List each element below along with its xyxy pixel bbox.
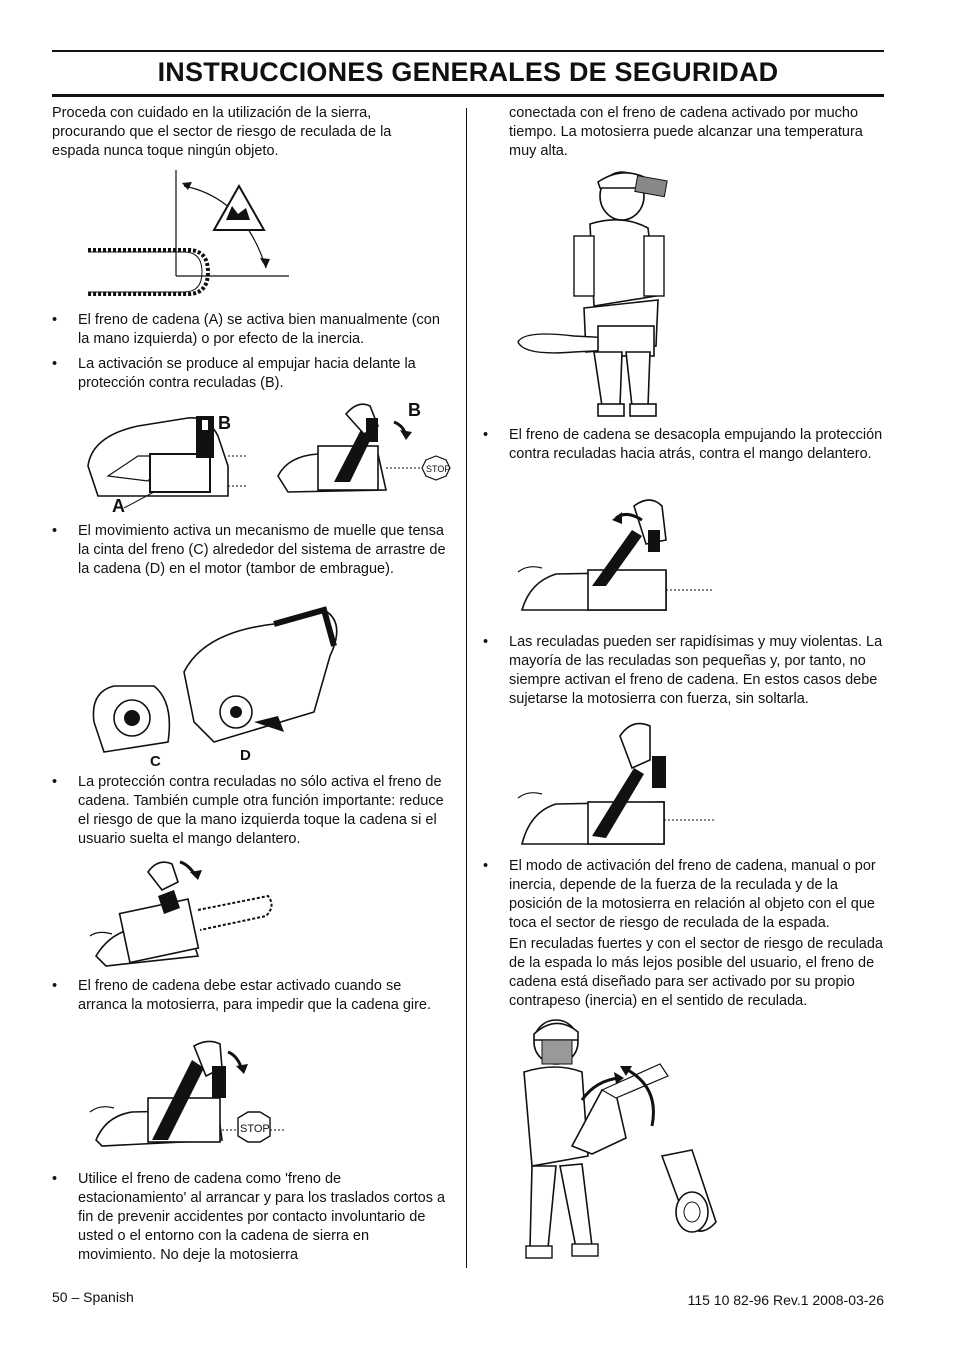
- firm-grip-figure: [516, 716, 716, 852]
- kickback-zone-figure: [84, 168, 294, 304]
- saw-body-right: [278, 404, 450, 492]
- kickback-inertia-figure: [512, 1016, 722, 1266]
- column-divider: [466, 108, 467, 1268]
- label-b-left: B: [218, 413, 231, 433]
- operator-standing-figure: [514, 166, 674, 422]
- start-brake-figure: [88, 1036, 288, 1156]
- brake-band-clutch-figure: [84, 602, 344, 768]
- continued-paragraph: conectada con el freno de cadena activado por mucho tiempo. La motosierra puede alcanzar una temperatura muy alta.: [509, 105, 863, 159]
- label-a: A: [112, 496, 125, 514]
- document-reference: 115 10 82-96 Rev.1 2008-03-26: [687, 1292, 884, 1308]
- inertia-paragraph: En reculadas fuertes y con el sector de riesgo de reculada de la espada lo más lejos posible del usuario, el freno de cadena está diseñado para ser activado por su propio contrapeso (inercia) en el sentido de reculada.: [509, 936, 883, 1009]
- header-rule-top: [52, 50, 884, 52]
- stop-sign: STOP: [240, 1123, 270, 1135]
- label-c: C: [150, 753, 161, 768]
- label-d: D: [240, 747, 251, 764]
- label-b-right: B: [408, 400, 421, 420]
- page-title: INSTRUCCIONES GENERALES DE SEGURIDAD: [157, 57, 779, 87]
- hand-guard-figure: [88, 856, 278, 974]
- brake-release-figure: [516, 490, 716, 626]
- chain-brake-activation-figure: [78, 396, 458, 514]
- page-number: 50 – Spanish: [52, 1289, 134, 1305]
- intro-paragraph: Proceda con cuidado en la utilización de la sierra, procurando que el sector de riesgo de reculada de la espada nunca toque ningún objeto.: [52, 105, 392, 159]
- header-rule-bottom: [52, 94, 884, 97]
- stop-sign-small: STOP: [426, 464, 451, 474]
